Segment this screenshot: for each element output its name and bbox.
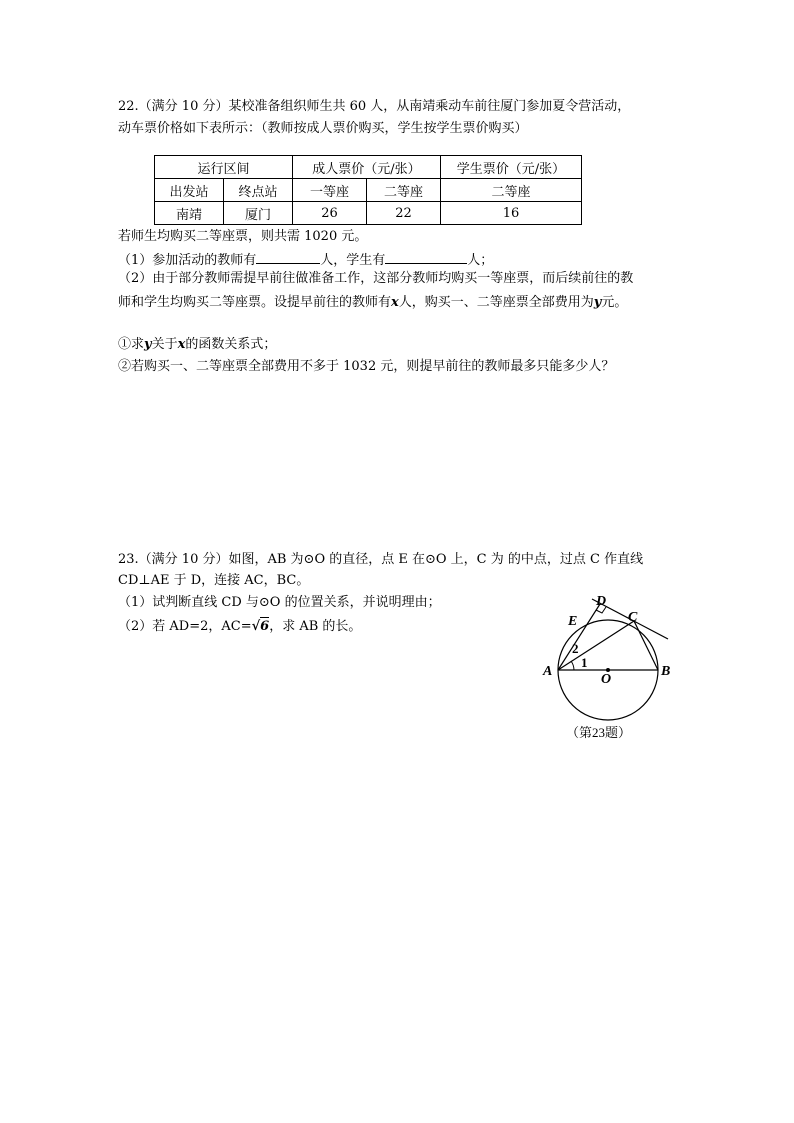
answer-blank-students[interactable] <box>385 251 467 264</box>
angle-label-1: 1 <box>581 655 588 670</box>
table-row <box>155 202 582 225</box>
variable-x: x <box>391 295 399 310</box>
header-interval: 运行区间 <box>155 156 293 179</box>
q22-sub1 <box>118 338 276 351</box>
figure-caption: （第23题） <box>566 725 632 740</box>
cell-terminal: 厦门 <box>224 202 293 225</box>
sqrt-radicand: 6 <box>260 619 270 634</box>
q22-part2-line2 <box>118 296 627 309</box>
angle-arc <box>571 661 574 670</box>
cell-second-class-student-price: 16 <box>441 202 582 225</box>
fare-table <box>154 155 582 225</box>
q23-part2-text-a: （2）若 AD=2，AC= <box>118 619 252 634</box>
label-b: B <box>661 664 671 679</box>
segment-ad <box>558 604 600 670</box>
q22-part1-text-b: 人，学生有 <box>320 253 386 268</box>
label-o: O <box>601 672 612 687</box>
label-d: D <box>596 594 607 609</box>
q22-part1-text-c: 人； <box>467 253 494 268</box>
q22-sub1-text-b: 关于 <box>151 337 178 352</box>
variable-x: x <box>177 337 186 352</box>
q23-part1: （1）试判断直线 CD 与⊙O 的位置关系，并说明理由； <box>118 595 441 610</box>
header-adult-price: 成人票价（元/张） <box>293 156 441 179</box>
variable-y: y <box>593 295 602 310</box>
q22-line3: 若师生均购买二等座票，则共需 1020 元。 <box>118 229 368 244</box>
label-c: C <box>628 610 638 625</box>
table-row <box>155 179 582 202</box>
header-student-price: 学生票价（元/张） <box>441 156 582 179</box>
q22-line2: 动车票价格如下表所示：（教师按成人票价购买，学生按学生票价购买） <box>118 121 528 136</box>
cell-first-class-price: 26 <box>293 202 367 225</box>
q23-line2: CD⊥AE 于 D，连接 AC，BC。 <box>118 573 310 588</box>
q22-part2-text-c: 元。 <box>601 295 628 310</box>
sqrt-symbol: √ <box>251 619 261 634</box>
q22-sub1-text-a: ①求 <box>118 337 145 352</box>
answer-blank-teachers[interactable] <box>256 251 320 264</box>
segment-bc <box>634 621 658 670</box>
angle-label-2: 2 <box>572 641 579 656</box>
cell-second-class-adult-price: 22 <box>367 202 441 225</box>
q23-part2 <box>118 620 361 633</box>
circle-figure <box>530 585 690 750</box>
q22-part2-line1: （2）由于部分教师需提早前往做准备工作，这部分教师均购买一等座票，而后续前往的教 <box>118 271 634 286</box>
variable-y: y <box>144 337 152 352</box>
header-second-class-adult: 二等座 <box>367 179 441 202</box>
header-second-class-student: 二等座 <box>441 179 582 202</box>
label-a: A <box>543 664 553 679</box>
q22-line1: 22.（满分 10 分）某校准备组织师生共 60 人，从南靖乘动车前往厦门参加夏令营活动， <box>118 99 631 114</box>
q22-sub1-text-c: 的函数关系式； <box>185 337 277 352</box>
table-row <box>155 156 582 179</box>
q23-part2-text-b: ，求 AB 的长。 <box>269 619 362 634</box>
q22-part1 <box>118 251 493 267</box>
q23-line1: 23.（满分 10 分）如图，AB 为⊙O 的直径，点 E 在⊙O 上，C 为 的中点，过点 C 作直线 <box>118 552 644 567</box>
cell-depart: 南靖 <box>155 202 224 225</box>
q22-sub2: ②若购买一、二等座票全部费用不多于 1032 元，则提早前往的教师最多只能多少人？ <box>118 359 615 374</box>
label-e: E <box>568 614 578 629</box>
header-terminal: 终点站 <box>224 179 293 202</box>
q22-part2-text-b: 人，购买一、二等座票全部费用为 <box>398 295 594 310</box>
q22-part1-text-a: （1）参加活动的教师有 <box>118 253 257 268</box>
q22-part2-text-a: 师和学生均购买二等座票。设提早前往的教师有 <box>118 295 392 310</box>
header-first-class: 一等座 <box>293 179 367 202</box>
header-depart: 出发站 <box>155 179 224 202</box>
